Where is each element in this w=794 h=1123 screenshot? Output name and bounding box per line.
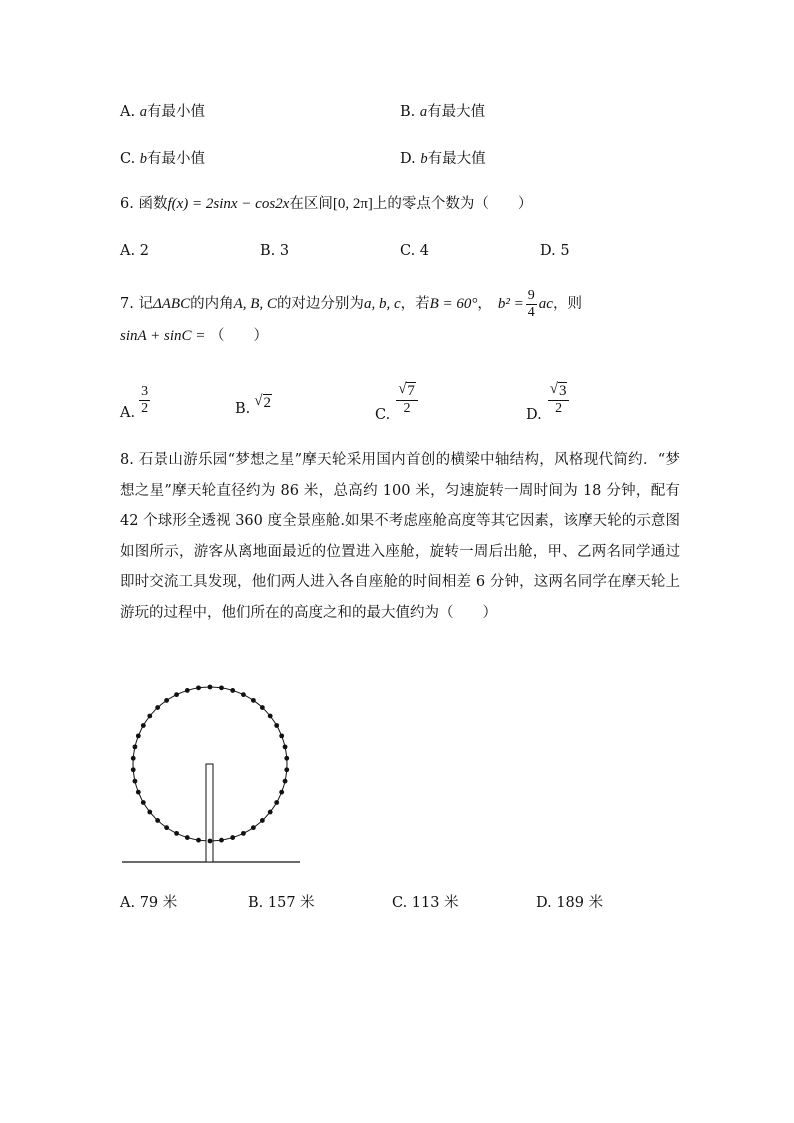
cabin-dot: [284, 767, 289, 772]
option-value: 3: [279, 243, 290, 259]
option-label: D.: [400, 151, 416, 167]
cabin-dot: [164, 825, 169, 830]
cabin-dot: [174, 692, 179, 697]
q5-option-a: [120, 105, 205, 120]
q6-option-b: [260, 244, 289, 259]
fraction-numerator: 3: [141, 383, 149, 399]
cabin-dot: [185, 835, 190, 840]
option-value: 4: [419, 243, 430, 259]
option-text: 有最小值: [146, 104, 205, 120]
cabin-dot: [174, 831, 179, 836]
stem-text: 的对边分别为: [276, 296, 364, 313]
cabin-dot: [131, 756, 136, 761]
option-label: D.: [540, 243, 556, 259]
cabin-dot: [274, 800, 279, 805]
q5-option-c: [120, 152, 205, 167]
fraction-numerator: [396, 382, 418, 401]
option-label: C.: [120, 151, 136, 167]
cabin-dot: [208, 685, 213, 690]
cabin-dot: [241, 831, 246, 836]
condition-lhs: b² =: [497, 296, 524, 312]
q8-stem: 8. 石景山游乐园“梦想之星”摩天轮采用国内首创的横梁中轴结构，风格现代简约．“梦想之星”摩天轮直径约为 86 米，总高约 100 米，匀速旋转一周时间为 18 分钟，配有 42 个球形全透视 360 度全景座舱.如果不考虑座舱高度等其它因素，该摩天轮的示意图如图所示，游客从离地面最近的位置进入座舱，旋转一周后出舱，甲、乙两名同学通过即时交流工具发现，他们两人进入各自座舱的时间相差 6 分钟，这两名同学在摩天轮上游玩的过程中，他们所在的高度之和的最大值约为（ ）: [120, 452, 680, 621]
cabin-dot: [260, 705, 265, 710]
radicand: 7: [407, 383, 415, 400]
option-value: 2: [139, 243, 149, 259]
stem-text: 的内角: [190, 296, 234, 313]
option-label: B.: [235, 401, 251, 417]
cabin-dot: [141, 800, 146, 805]
cabin-dot: [136, 733, 141, 738]
cabin-dot: [279, 790, 284, 795]
cabin-dot: [136, 790, 141, 795]
stem-text: 在区间: [289, 196, 333, 212]
function-formula: f(x) = 2sinx − cos2x: [167, 196, 290, 212]
cabin-dot: [260, 818, 265, 823]
option-variable: b: [139, 151, 148, 167]
cabin-dot: [284, 756, 289, 761]
option-value: 113 米: [411, 895, 459, 911]
q8-option-d: [536, 896, 603, 911]
option-value: 5: [560, 243, 570, 259]
fraction-denominator: 2: [403, 401, 411, 417]
option-label: A.: [120, 104, 136, 120]
q8-option-a: [120, 896, 177, 911]
cabin-dot: [230, 835, 235, 840]
fraction-denominator: 2: [141, 400, 149, 416]
q7-option-b: [235, 388, 272, 417]
option-label: A.: [120, 243, 136, 259]
fraction-numerator: 9: [527, 288, 535, 303]
cabin-dot: [241, 692, 246, 697]
option-sqrt: √ 2: [254, 392, 271, 411]
q6-option-a: [120, 244, 149, 259]
question-number: 6.: [120, 196, 134, 212]
option-value: 157 米: [267, 895, 315, 911]
cabin-dot: [208, 839, 213, 844]
q6-option-c: [400, 244, 429, 259]
triangle-symbol: ΔABC: [152, 296, 191, 312]
radicand: 2: [263, 394, 271, 411]
q7-stem: [120, 289, 582, 320]
cabin-dot: [133, 744, 138, 749]
cabin-dot: [155, 818, 160, 823]
option-label: C.: [375, 407, 391, 423]
support-pillar: [206, 764, 213, 862]
cabin-dot: [141, 723, 146, 728]
option-label: D.: [536, 895, 552, 911]
option-label: B.: [400, 104, 416, 120]
cabin-dot: [251, 825, 256, 830]
q5-option-b: [400, 105, 485, 120]
ferris-wheel-diagram: [118, 680, 303, 870]
option-label: D.: [526, 407, 542, 423]
radicand: 3: [558, 383, 567, 400]
sides: a, b, c: [363, 296, 401, 312]
condition-rhs: ac: [538, 296, 553, 312]
cabin-dot: [147, 810, 152, 815]
question-number: 7.: [120, 296, 134, 313]
q8-option-b: [248, 896, 315, 911]
cabin-dot: [268, 810, 273, 815]
cabin-dot: [283, 779, 288, 784]
stem-text: ，若: [400, 296, 430, 313]
cabin-dot: [155, 705, 160, 710]
option-variable: a: [139, 104, 147, 120]
stem-text: ，: [477, 296, 492, 313]
q7-option-d: [526, 376, 569, 423]
cabin-dot: [131, 767, 136, 772]
q7-option-c: [375, 376, 418, 423]
cabin-dot: [283, 744, 288, 749]
option-text: 有最小值: [147, 151, 206, 167]
stem-text: 函数: [138, 196, 168, 212]
cabin-dot: [196, 838, 201, 843]
option-value: 79 米: [139, 895, 178, 911]
option-label: C.: [392, 895, 408, 911]
cabin-dot: [279, 733, 284, 738]
cabin-dot: [164, 698, 169, 703]
option-text: 有最大值: [427, 104, 486, 120]
option-text: 有最大值: [427, 151, 486, 167]
q6-stem: [120, 197, 532, 212]
cabin-dot: [274, 723, 279, 728]
option-label: B.: [260, 243, 276, 259]
cabin-dot: [219, 685, 224, 690]
option-label: A.: [120, 895, 136, 911]
option-fraction: [139, 385, 150, 416]
interval: [0, 2π]: [332, 196, 373, 212]
cabin-dot: [133, 779, 138, 784]
option-label: B.: [248, 895, 264, 911]
option-label: C.: [400, 243, 416, 259]
q7-stem-line2: [120, 329, 268, 344]
stem-text: 记: [138, 296, 153, 313]
sum-expression: sinA + sinC =: [120, 328, 206, 344]
q6-option-d: [540, 244, 570, 259]
cabin-dot: [185, 688, 190, 693]
fraction-numerator: [548, 382, 570, 401]
answer-blank: （ ）: [210, 328, 269, 344]
option-variable: b: [420, 151, 428, 167]
cabin-dot: [196, 685, 201, 690]
cabin-dot: [219, 838, 224, 843]
option-sqrt: √ 7: [398, 381, 415, 400]
fraction-denominator: 2: [555, 401, 563, 417]
condition-fraction: [526, 289, 537, 320]
option-label: A.: [120, 405, 136, 421]
cabin-dot: [147, 714, 152, 719]
cabin-dot: [251, 698, 256, 703]
cabin-dot: [230, 688, 235, 693]
q5-option-d: [400, 152, 486, 167]
option-sqrt: √ 3: [549, 381, 567, 400]
option-value: 189 米: [556, 895, 604, 911]
stem-text: ，则: [552, 296, 582, 313]
q8-option-c: [392, 896, 459, 911]
option-variable: a: [419, 104, 428, 120]
condition-angle: B = 60°: [429, 296, 478, 312]
q7-option-a: [120, 380, 150, 421]
option-fraction: [548, 382, 570, 416]
fraction-denominator: 4: [527, 305, 535, 320]
cabin-dot: [268, 714, 273, 719]
stem-text: 上的零点个数为（ ）: [372, 196, 533, 212]
angles: A, B, C: [233, 296, 277, 312]
option-fraction: [396, 382, 418, 416]
